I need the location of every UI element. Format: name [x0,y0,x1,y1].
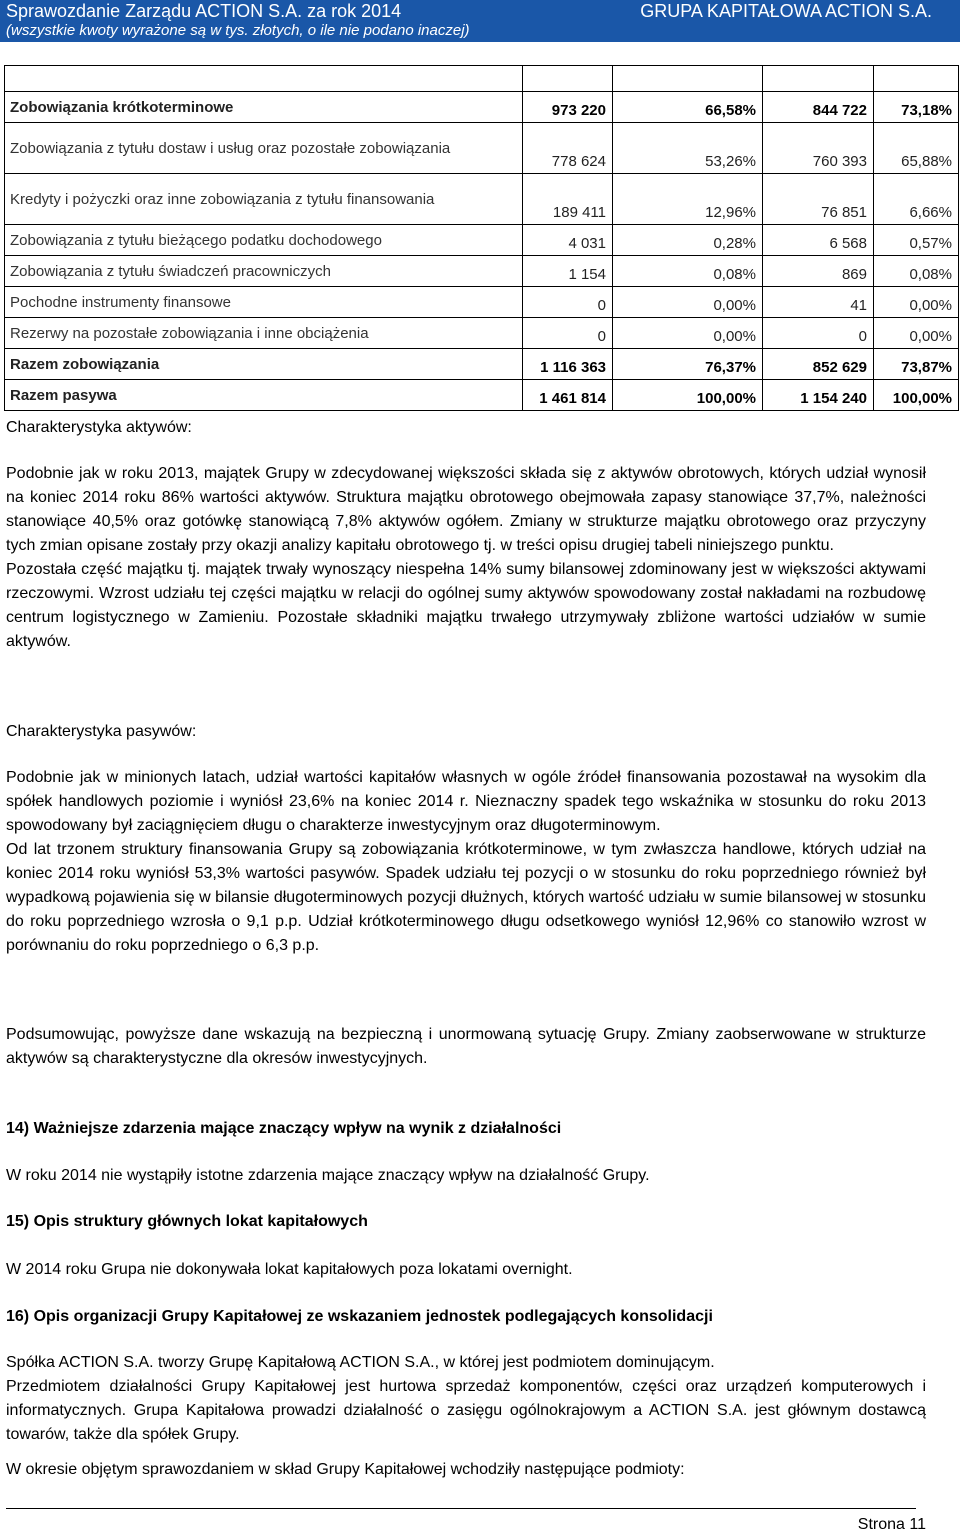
section-14-heading: 14) Ważniejsze zdarzenia mające znaczący wpływ na wynik z działalności [6,1120,562,1137]
share-2014: 0,08% [613,256,763,287]
footer-divider [6,1508,916,1509]
share-2014: 76,37% [613,349,763,380]
share-2013: 65,88% [874,123,959,174]
liabilities-paragraph: Podobnie jak w minionych latach, udział wartości kapitałów własnych w ogóle źródeł finansowania pozostawał na wysokim dla spółek handlowych poziomie i wyniósł 23,6% na koniec 2014 r. Nieznaczny spadek tego wskaźnika w stosunku do roku 2013 spowodowany był zaciągnięciem długu o charakterze inwestycyjnym oraz długoterminowym. [6,769,926,834]
section-16-text [6,1375,926,1447]
share-2013: 0,57% [874,225,959,256]
value-2013: 869 [763,256,874,287]
row-label: Kredyty i pożyczki oraz inne zobowiązania z tytułu finansowania [5,174,523,225]
value-2014: 1 116 363 [523,349,613,380]
assets-paragraph: Podobnie jak w roku 2013, majątek Grupy w zdecydowanej większości składa się z aktywów obrotowych, których udział wynosił na koniec 2014 roku 86% wartości aktywów. Struktura majątku obrotowego obejmowała zapasy stanowiące 37,7%, należności stanowiące 40,5% oraz gotówkę stanowiącą 7,8% aktywów ogółem. Zmiany w strukturze majątku obrotowego oraz przyczyny tych zmian opisane zostały przy okazji analizy kapitału obrotowego tj. w treści opisu drugiej tabeli niniejszego punktu. [6,465,926,554]
summary-text [6,1023,926,1071]
row-label: Razem pasywa [5,380,523,411]
section-15-heading: 15) Opis struktury głównych lokat kapitałowych [6,1213,368,1230]
section-16-paragraph: Przedmiotem działalności Grupy Kapitałowej jest hurtowa sprzedaż komponentów, części oraz urządzeń komputerowych i informatycznych. Grupa Kapitałowa prowadzi działalność o zasięgu ogólnokrajowym a ACTION S.A. jest głównym dostawcą towarów, także dla spółek Grupy. [6,1378,926,1443]
value-2014: 778 624 [523,123,613,174]
table-cell [763,66,874,92]
value-2013: 6 568 [763,225,874,256]
value-2014: 973 220 [523,92,613,123]
liabilities-heading: Charakterystyka pasywów: [6,723,197,740]
value-2013: 852 629 [763,349,874,380]
share-2014: 66,58% [613,92,763,123]
value-2013: 41 [763,287,874,318]
share-2013: 0,00% [874,287,959,318]
value-2014: 0 [523,287,613,318]
share-2014: 12,96% [613,174,763,225]
row-label: Razem zobowiązania [5,349,523,380]
assets-paragraph-2: Pozostała część majątku tj. majątek trwały wynoszący niespełna 14% sumy bilansowej zdominowany jest w większości aktywami rzeczowymi. Wzrost udziału tej części majątku w relacji do ogólnej sumy aktywów spowodowany został nakładami na rozbudowę centrum logistycznego w Zamieniu. Pozostałe składniki majątku trwałego utrzymywały zbliżone wartości udziałów w sumie aktywów. [6,561,926,650]
section-16-heading: 16) Opis organizacji Grupy Kapitałowej ze wskazaniem jednostek podlegających konsolidacji [6,1308,713,1325]
value-2014: 1 461 814 [523,380,613,411]
summary-paragraph: Podsumowując, powyższe dane wskazują na bezpieczną i unormowaną sytuację Grupy. Zmiany zaobserwowane w strukturze aktywów są charakterystyczne dla okresów inwestycyjnych. [6,1026,926,1067]
table-header-row [5,66,959,92]
table-row [5,174,959,225]
currency-note: (wszystkie kwoty wyrażone są w tys. złotych, o ile nie podano inaczej) [6,22,470,39]
assets-text [6,462,926,654]
table-row [5,318,959,349]
table-row [5,349,959,380]
share-2013: 0,00% [874,318,959,349]
share-2014: 53,26% [613,123,763,174]
share-2013: 0,08% [874,256,959,287]
value-2014: 4 031 [523,225,613,256]
company-title: GRUPA KAPITAŁOWA ACTION S.A. [640,1,932,21]
value-2013: 0 [763,318,874,349]
liabilities-text [6,766,926,958]
page-number: Strona 11 [857,1516,926,1533]
row-label: Zobowiązania z tytułu bieżącego podatku dochodowego [5,225,523,256]
liabilities-paragraph-2: Od lat trzonem struktury finansowania Grupy są zobowiązania krótkoterminowe, w tym zwłaszcza handlowe, których udział na koniec 2014 roku wyniósł 53,3% wartości pasywów. Spadek udziału tej pozycji o w stosunku do roku poprzedniego również był wypadkową pojawienia się w bilansie długoterminowych pozycji dłużnych, których wartość udziału w sumie bilansowej w stosunku do roku poprzedniego wzrosła o 9,1 p.p. Udział krótkoterminowego długu odsetkowego wyniósł 12,96% co stanowiło wzrost w porównaniu do roku poprzedniego o 6,3 p.p. [6,841,926,954]
table-cell [613,66,763,92]
share-2014: 100,00% [613,380,763,411]
table-row [5,380,959,411]
section-14-text: W roku 2014 nie wystąpiły istotne zdarzenia mające znaczący wpływ na działalność Grupy. [6,1167,650,1184]
share-2013: 100,00% [874,380,959,411]
share-2014: 0,28% [613,225,763,256]
table-cell [5,66,523,92]
table-row [5,92,959,123]
row-label: Zobowiązania z tytułu świadczeń pracowniczych [5,256,523,287]
share-2014: 0,00% [613,318,763,349]
section-15-text: W 2014 roku Grupa nie dokonywała lokat kapitałowych poza lokatami overnight. [6,1261,573,1278]
value-2013: 844 722 [763,92,874,123]
value-2013: 76 851 [763,174,874,225]
table-row [5,225,959,256]
value-2014: 1 154 [523,256,613,287]
row-label: Zobowiązania krótkoterminowe [5,92,523,123]
value-2013: 760 393 [763,123,874,174]
share-2013: 73,18% [874,92,959,123]
value-2013: 1 154 240 [763,380,874,411]
table-cell [874,66,959,92]
row-label: Pochodne instrumenty finansowe [5,287,523,318]
table-row [5,287,959,318]
share-2013: 73,87% [874,349,959,380]
value-2014: 189 411 [523,174,613,225]
table-row [5,123,959,174]
table-cell [523,66,613,92]
value-2014: 0 [523,318,613,349]
section-16-line-1: Spółka ACTION S.A. tworzy Grupę Kapitałową ACTION S.A., w której jest podmiotem dominującym. [6,1354,715,1371]
share-2013: 6,66% [874,174,959,225]
table-row [5,256,959,287]
page-header [0,0,960,42]
assets-heading: Charakterystyka aktywów: [6,419,192,436]
share-2014: 0,00% [613,287,763,318]
row-label: Zobowiązania z tytułu dostaw i usług oraz pozostałe zobowiązania [5,123,523,174]
liabilities-table [4,65,959,411]
row-label: Rezerwy na pozostałe zobowiązania i inne obciążenia [5,318,523,349]
report-title: Sprawozdanie Zarządu ACTION S.A. za rok 2014 [6,1,402,21]
section-16-line-2: W okresie objętym sprawozdaniem w skład Grupy Kapitałowej wchodziły następujące podmioty: [6,1461,685,1478]
